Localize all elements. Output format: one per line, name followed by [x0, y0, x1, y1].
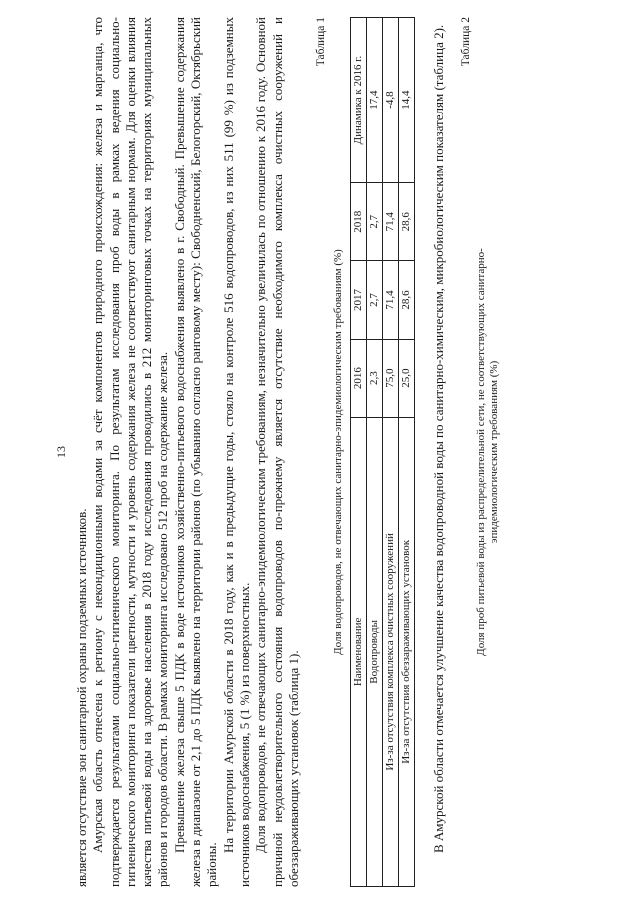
column-header: 2017	[351, 261, 367, 339]
table-row	[383, 18, 399, 887]
column-header: Наименование	[351, 417, 367, 886]
column-header: Динамика к 2016 г.	[351, 18, 367, 183]
table-row	[367, 18, 383, 887]
paragraph: В Амурской области отмечается улучшение качества водопроводной воды по санитарно-химическим, микробиологическим показателям (таблица 2).	[431, 24, 447, 853]
document-body	[74, 17, 501, 887]
paragraph: Амурская область отнесена к региону с некондиционными водами за счёт компонентов природного происхождения: железа и марганца, что подтверждается результатами социально-гигиенического мониторинга. По результатам исследования проб воды в рамках ведения социально-гигиенического мониторинга показатели цветности, мутности и уровень содержания железа не соответствуют санитарным нормам. Для оценки влияния качества питьевой воды на здоровье населения в 2018 году исследования проводились в 212 мониторинговых точках на территориях муниципальных районов и городов области. В рамках мониторинга исследовано 512 проб на содержание железа.	[90, 17, 171, 887]
table1-label: Таблица 1	[315, 17, 328, 67]
table-cell: -4,8	[383, 18, 399, 183]
table-cell: 17,4	[367, 18, 383, 183]
table-cell: 25,0	[399, 339, 415, 417]
paragraph: Превышение железа свыше 5 ПДК в воде источников хозяйственно-питьевого водоснабжения выявлено в г. Свободный. Превышение содержания железа в диапазоне от 2,1 до 5 ПДК выявлено на территории районов (по убыванию согласно ранговому месту): Свободненский, Белогорский, Октябрьский районы.	[171, 17, 220, 887]
table-cell: Из-за отсутствия комплекса очистных сооружений	[383, 417, 399, 886]
table-cell: Из-за отсутствия обеззараживающих установок	[399, 417, 415, 886]
table-cell: 75,0	[383, 339, 399, 417]
table2-label: Таблица 2	[460, 17, 473, 67]
table-cell: 71,4	[383, 261, 399, 339]
table1	[350, 17, 415, 887]
table-cell: 2,7	[367, 261, 383, 339]
table-cell: 2,3	[367, 339, 383, 417]
column-header: 2016	[351, 339, 367, 417]
table1-caption: Доля водопроводов, не отвечающих санитарно-эпидемиологическим требованиям (%)	[332, 249, 345, 655]
column-header: 2018	[351, 183, 367, 261]
table-cell: 2,7	[367, 183, 383, 261]
paragraph: является отсутствие зон санитарной охраны подземных источников.	[74, 508, 89, 887]
table-cell: 14,4	[399, 18, 415, 183]
table2-caption: Доля проб питьевой воды из распределительной сети, не соответствующих санитарно-эпидемиологическим требованиям (%)	[475, 248, 501, 656]
table-cell: 71,4	[383, 183, 399, 261]
table-cell: Водопроводы	[367, 417, 383, 886]
paragraph: На территории Амурской области в 2018 году, как и в предыдущие годы, стояло на контроле 516 водопроводов, из них 511 (99 %) из подземных источников водоснабжения, 5 (1 %) из поверхностных.	[220, 17, 252, 887]
rotated-document	[40, 17, 600, 887]
table-row	[399, 18, 415, 887]
page-number: 13	[54, 446, 68, 458]
table-cell: 28,6	[399, 261, 415, 339]
table-cell: 28,6	[399, 183, 415, 261]
table-header-row	[351, 18, 367, 887]
paragraph: Доля водопроводов, не отвечающих санитарно-эпидемиологическим требованиям, незначительно увеличилась по отношению к 2016 году. Основной причиной неудовлетворительного состояния водопроводов по-прежнему является отсутствие необходимого комплекса очистных сооружений и обеззараживающих установок (таблица 1).	[253, 17, 301, 887]
